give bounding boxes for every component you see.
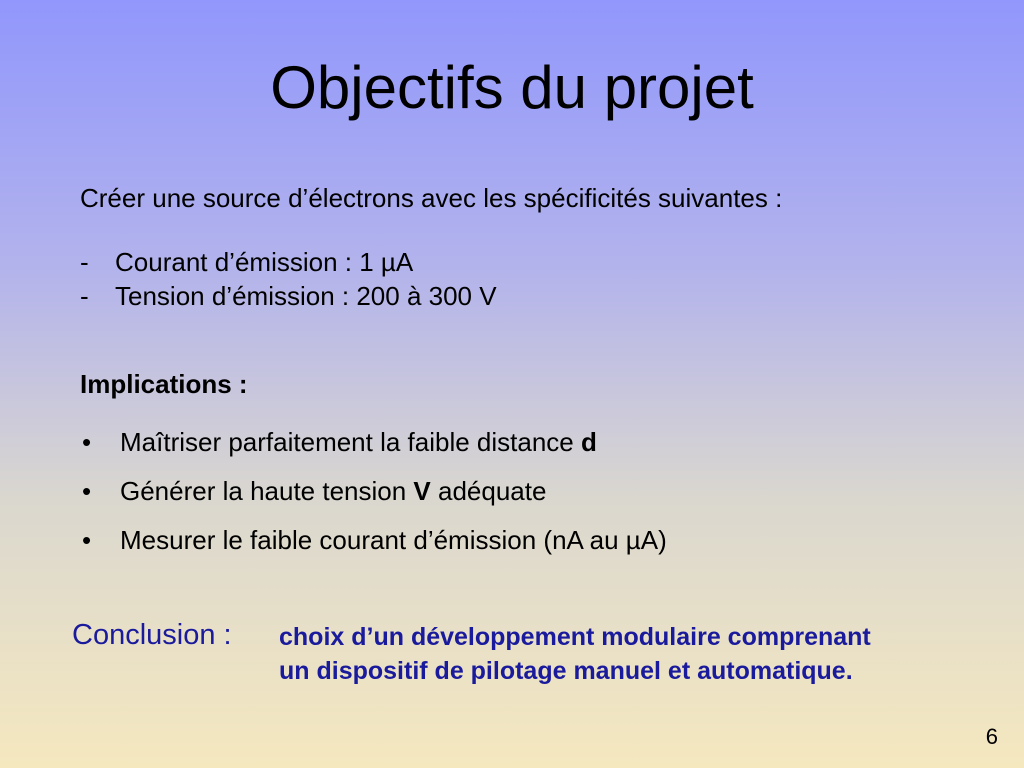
bullet-marker: • bbox=[82, 525, 92, 555]
conclusion-text bbox=[279, 620, 979, 688]
spec-text: Courant d’émission : 1 µA bbox=[115, 247, 414, 277]
implications-heading: Implications : bbox=[80, 369, 248, 399]
list-item bbox=[80, 425, 667, 474]
conclusion-label: Conclusion : bbox=[72, 619, 232, 651]
dash-marker: - bbox=[80, 247, 89, 277]
bullet-marker: • bbox=[82, 476, 92, 506]
implications-list bbox=[80, 425, 667, 572]
implication-text-main: Générer la haute tension bbox=[120, 476, 414, 506]
implication-text bbox=[120, 474, 546, 523]
implication-text-bold: d bbox=[581, 427, 597, 457]
implication-text-after: adéquate bbox=[430, 476, 547, 506]
page-number: 6 bbox=[985, 724, 998, 749]
list-item bbox=[80, 523, 667, 572]
spec-list bbox=[80, 245, 497, 313]
bullet-marker: • bbox=[82, 427, 92, 457]
list-item bbox=[80, 474, 667, 523]
spec-text: Tension d’émission : 200 à 300 V bbox=[115, 281, 497, 311]
conclusion-line-2: un dispositif de pilotage manuel et automatique. bbox=[279, 657, 853, 685]
implication-text bbox=[120, 523, 667, 572]
conclusion-line-1: choix d’un développement modulaire comprenant bbox=[279, 623, 871, 651]
implication-text bbox=[120, 425, 597, 474]
list-item bbox=[80, 279, 497, 313]
slide-title: Objectifs du projet bbox=[270, 54, 754, 121]
implication-text-main: Maîtriser parfaitement la faible distance bbox=[120, 427, 581, 457]
intro-text: Créer une source d’électrons avec les spécificités suivantes : bbox=[80, 183, 783, 213]
dash-marker: - bbox=[80, 281, 89, 311]
list-item bbox=[80, 245, 497, 279]
implication-text-main: Mesurer le faible courant d’émission (nA au µA) bbox=[120, 525, 667, 555]
implication-text-bold: V bbox=[413, 476, 431, 506]
